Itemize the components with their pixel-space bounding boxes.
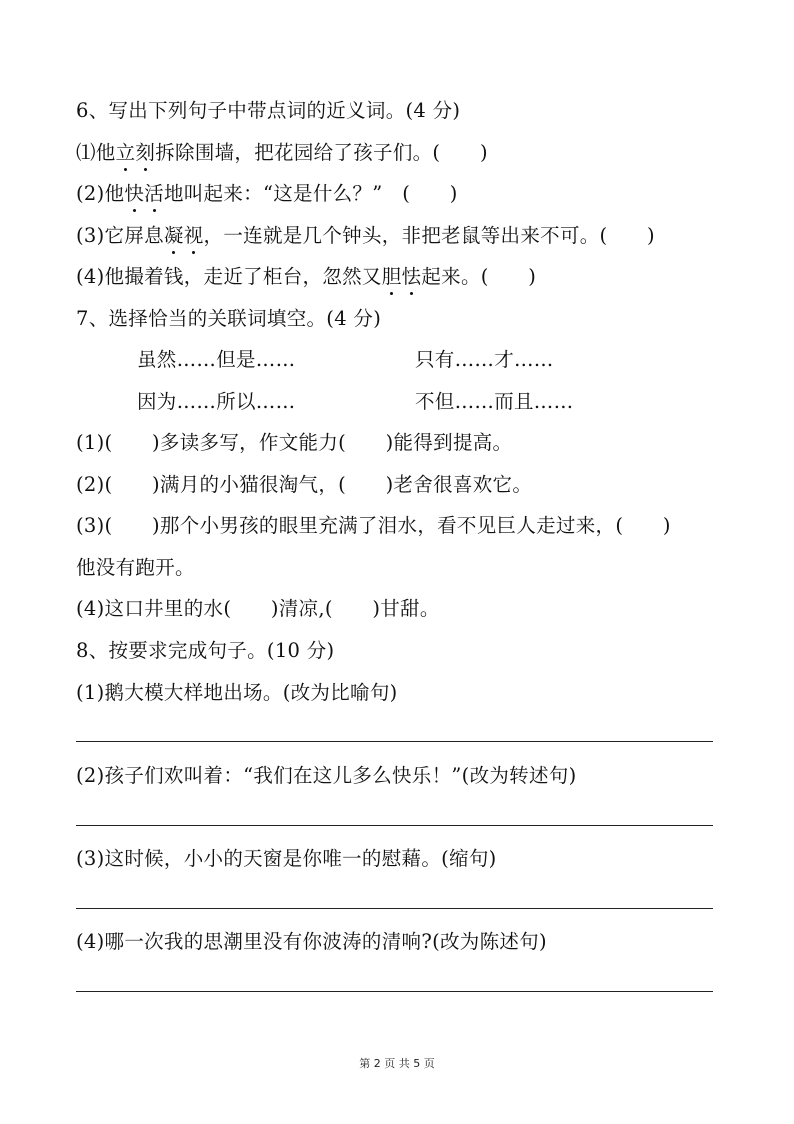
question-6-item-2: (2)他快活地叫起来：“这是什么？” ( ) bbox=[76, 182, 458, 205]
question-7-item-1: (1)( )多读多写，作文能力( )能得到提高。 bbox=[76, 431, 513, 454]
conjunction-option: 只有……才…… bbox=[415, 348, 554, 371]
question-8-title: 8、按要求完成句子。(10 分) bbox=[76, 639, 335, 662]
question-6-title: 6、写出下列句子中带点词的近义词。(4 分) bbox=[76, 99, 461, 122]
question-7-item-3-continued: 他没有跑开。 bbox=[76, 556, 195, 579]
answer-line[interactable] bbox=[76, 908, 713, 909]
question-7-title: 7、选择恰当的关联词填空。(4 分) bbox=[76, 307, 382, 330]
conjunction-option: 不但……而且…… bbox=[415, 390, 574, 413]
answer-line[interactable] bbox=[76, 825, 713, 826]
question-8-item-3: (3)这时候，小小的天窗是你唯一的慰藉。(缩句) bbox=[76, 847, 497, 870]
question-6-item-3: (3)它屏息凝视，一连就是几个钟头，非把老鼠等出来不可。( ) bbox=[76, 224, 655, 247]
conjunction-option: 因为……所以…… bbox=[137, 390, 296, 413]
question-7-item-4: (4)这口井里的水( )清凉,( )甘甜。 bbox=[76, 597, 440, 620]
question-8-item-1: (1)鹅大模大样地出场。(改为比喻句) bbox=[76, 681, 398, 704]
question-7-item-2: (2)( )满月的小猫很淘气，( )老舍很喜欢它。 bbox=[76, 473, 533, 496]
question-6-item-4: (4)他撮着钱，走近了柜台，忽然又胆怯起来。( ) bbox=[76, 265, 537, 288]
question-8-item-2: (2)孩子们欢叫着：“我们在这儿多么快乐！”(改为转述句) bbox=[76, 764, 577, 787]
conjunction-option: 虽然……但是…… bbox=[137, 348, 296, 371]
question-8-item-4: (4)哪一次我的思潮里没有你波涛的清响?(改为陈述句) bbox=[76, 930, 547, 953]
page-number: 第 2 页 共 5 页 bbox=[359, 1057, 435, 1070]
answer-line[interactable] bbox=[76, 741, 713, 742]
question-7-item-3: (3)( )那个小男孩的眼里充满了泪水，看不见巨人走过来，( ) bbox=[76, 514, 671, 537]
question-6-item-1: ⑴他立刻拆除围墙，把花园给了孩子们。( ) bbox=[76, 141, 488, 164]
answer-line[interactable] bbox=[76, 991, 713, 992]
